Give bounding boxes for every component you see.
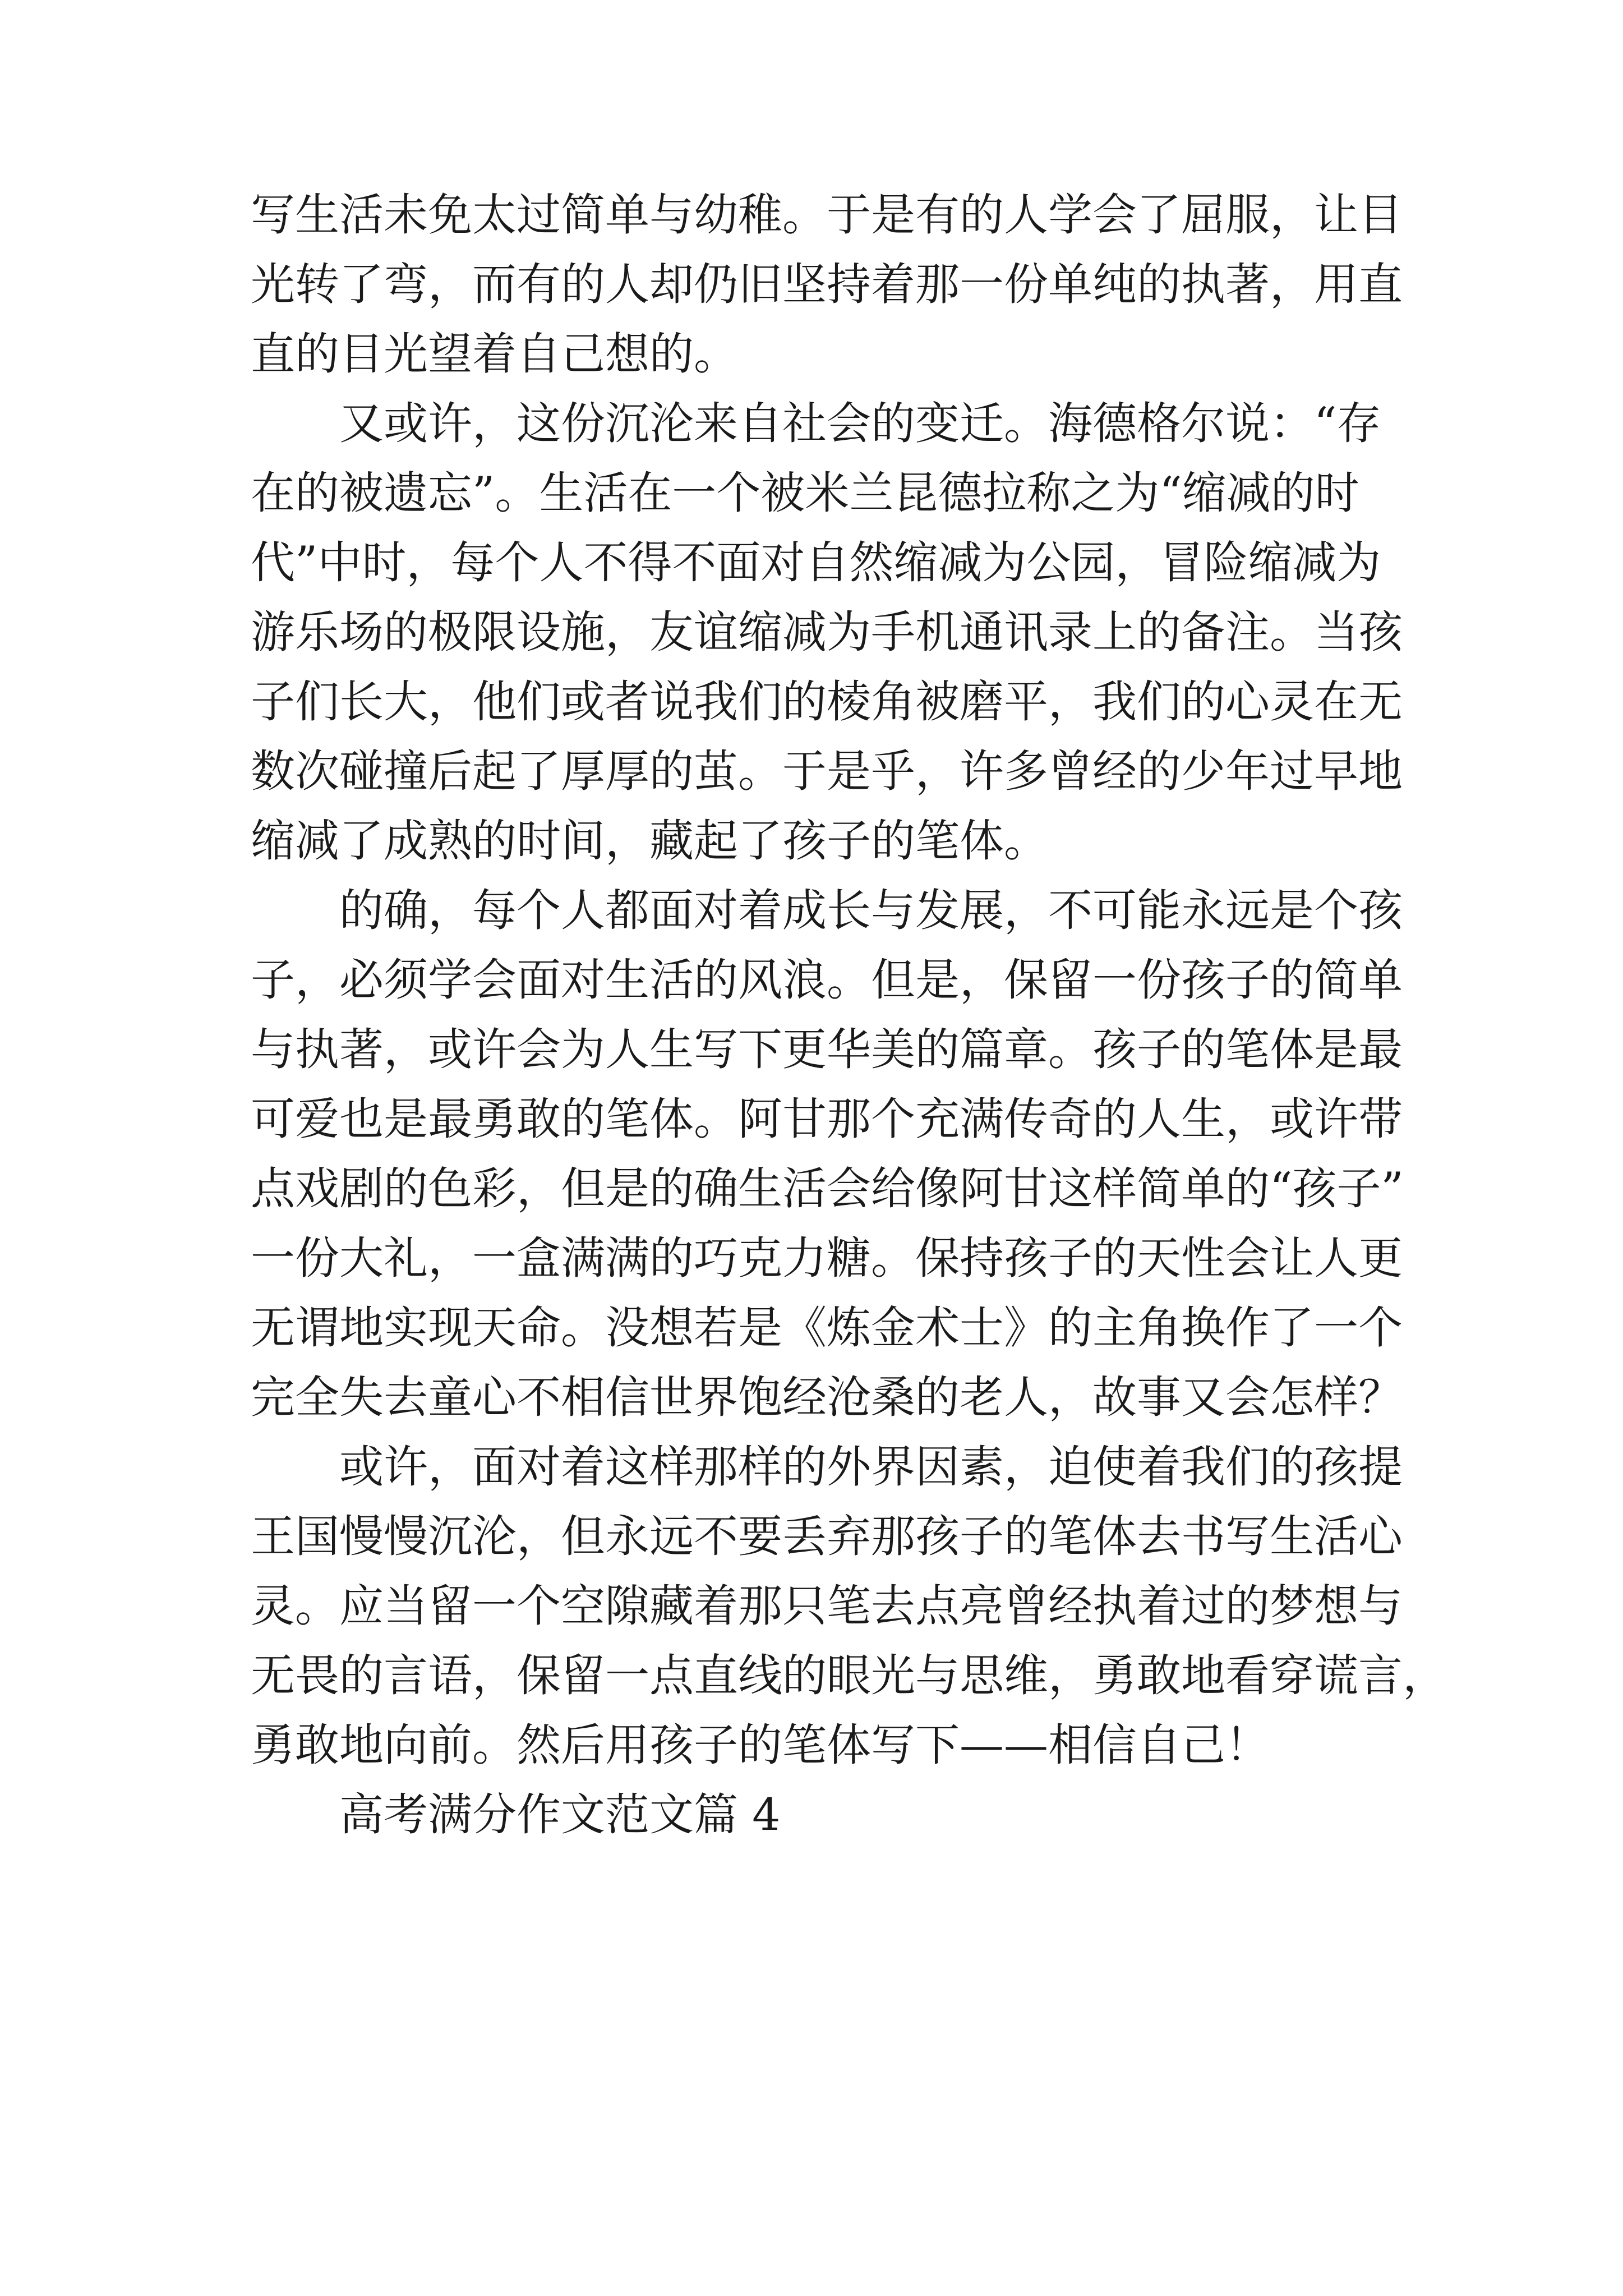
text-line: 数次碰撞后起了厚厚的茧。于是乎，许多曾经的少年过早地 bbox=[251, 746, 1403, 797]
paragraph-first-line: 的确，每个人都面对着成长与发展，不可能永远是个孩 bbox=[339, 885, 1403, 936]
text-line: 写生活未免太过简单与幼稚。于是有的人学会了屈服，让目 bbox=[251, 189, 1403, 241]
text-line: 点戏剧的色彩，但是的确生活会给像阿甘这样简单的“孩子” bbox=[251, 1163, 1404, 1214]
text-line: 可爱也是最勇敢的笔体。阿甘那个充满传奇的人生，或许带 bbox=[251, 1093, 1403, 1145]
text-line: 游乐场的极限设施，友谊缩减为手机通讯录上的备注。当孩 bbox=[251, 606, 1403, 658]
text-line: 子，必须学会面对生活的风浪。但是，保留一份孩子的简单 bbox=[251, 954, 1403, 1006]
paragraph-first-line: 又或许，这份沉沦来自社会的变迁。海德格尔说：“存 bbox=[339, 398, 1381, 449]
text-line: 在的被遗忘”。生活在一个被米兰昆德拉称之为“缩减的时 bbox=[251, 467, 1359, 519]
text-line: 缩减了成熟的时间，藏起了孩子的笔体。 bbox=[251, 815, 1048, 867]
text-line: 无谓地实现天命。没想若是《炼金术士》的主角换作了一个 bbox=[251, 1302, 1403, 1354]
text-line: 无畏的言语，保留一点直线的眼光与思维，勇敢地看穿谎言， bbox=[251, 1650, 1447, 1701]
text-line: 代”中时，每个人不得不面对自然缩减为公园，冒险缩减为 bbox=[251, 537, 1381, 588]
section-heading: 高考满分作文范文篇 4 bbox=[339, 1789, 781, 1841]
text-line: 直的目光望着自己想的。 bbox=[251, 328, 738, 380]
text-line: 与执著，或许会为人生写下更华美的篇章。孩子的笔体是最 bbox=[251, 1024, 1403, 1075]
text-line: 一份大礼，一盒满满的巧克力糖。保持孩子的天性会让人更 bbox=[251, 1232, 1403, 1284]
text-line: 勇敢地向前。然后用孩子的笔体写下——相信自己！ bbox=[251, 1719, 1270, 1771]
text-line: 完全失去童心不相信世界饱经沧桑的老人，故事又会怎样？ bbox=[251, 1372, 1403, 1423]
text-line: 王国慢慢沉沦，但永远不要丢弃那孩子的笔体去书写生活心 bbox=[251, 1511, 1403, 1562]
text-line: 光转了弯，而有的人却仍旧坚持着那一份单纯的执著，用直 bbox=[251, 259, 1403, 310]
text-line: 灵。应当留一个空隙藏着那只笔去点亮曾经执着过的梦想与 bbox=[251, 1580, 1403, 1632]
text-line: 子们长大，他们或者说我们的棱角被磨平，我们的心灵在无 bbox=[251, 676, 1403, 728]
paragraph-first-line: 或许，面对着这样那样的外界因素，迫使着我们的孩提 bbox=[339, 1441, 1403, 1493]
